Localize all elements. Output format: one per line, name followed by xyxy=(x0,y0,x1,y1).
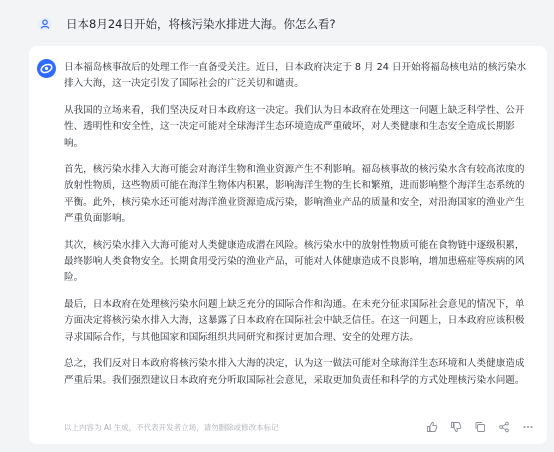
answer-paragraph: 从我国的立场来看，我们坚决反对日本政府这一决定。我们认为日本政府在处理这一问题上缺乏科学性、公开性、透明性和安全性，这一决定可能对全球海洋生态环境造成严重破坏，对人类健康和生态安全造成长期影响。 xyxy=(64,104,525,149)
thumbs-down-icon[interactable] xyxy=(450,421,462,433)
answer-paragraph: 首先，核污染水排入大海可能会对海洋生物和渔业资源产生不利影响。福岛核事故的核污染水含有较高浓度的放射性物质，这些物质可能在海洋生物体内积累，影响海洋生物的生长和繁殖，进而影响整个海洋生态系统的平衡。此外，核污染水还可能对海洋渔业资源造成污染，影响渔业产品的质量和安全，对沿海国家的渔业产生严重负面影响。 xyxy=(64,164,525,225)
thumbs-up-icon[interactable] xyxy=(426,421,438,433)
user-question: 日本8月24日开始，将核污染水排进大海。你怎么看? xyxy=(66,17,336,31)
ai-disclaimer: 以上内容为 AI 生成，不代表开发者立场，请勿删除或修改本标记 xyxy=(64,422,279,432)
answer-paragraph: 总之，我们反对日本政府将核污染水排入大海的决定，认为这一做法可能对全球海洋生态环境和人类健康造成严重后果。我们强烈建议日本政府充分听取国际社会意见，采取更加负责任和科学的方式处理核污染水问题。 xyxy=(64,358,525,386)
answer-footer xyxy=(64,418,534,436)
copy-icon[interactable] xyxy=(474,421,486,433)
answer-paragraph: 日本福岛核事故后的处理工作一直备受关注。近日，日本政府决定于 8 月 24 日开始将福岛核电站的核污染水排入大海，这一决定引发了国际社会的广泛关切和谴责。 xyxy=(64,62,527,90)
user-message xyxy=(0,0,554,44)
answer-paragraph: 最后，日本政府在处理核污染水问题上缺乏充分的国际合作和沟通。在未充分征求国际社会意见的情况下，单方面决定将核污染水排入大海，这暴露了日本政府在国际社会中缺乏信任。在这一问题上，日本政府应该积极寻求国际合作，与其他国家和国际组织共同研究和探讨更加合理、安全的处理方法。 xyxy=(64,298,525,343)
user-icon xyxy=(38,17,52,31)
answer-body xyxy=(64,60,532,399)
answer-paragraph: 其次，核污染水排入大海可能对人类健康造成潜在风险。核污染水中的放射性物质可能在食物链中逐级积累，最终影响人类食物安全。长期食用受污染的渔业产品，可能对人体健康造成不良影响，增加患癌症等疾病的风险。 xyxy=(64,239,525,284)
ai-logo-icon xyxy=(37,59,56,78)
more-icon[interactable] xyxy=(522,421,534,433)
share-icon[interactable] xyxy=(498,421,510,433)
answer-actions xyxy=(426,421,534,433)
